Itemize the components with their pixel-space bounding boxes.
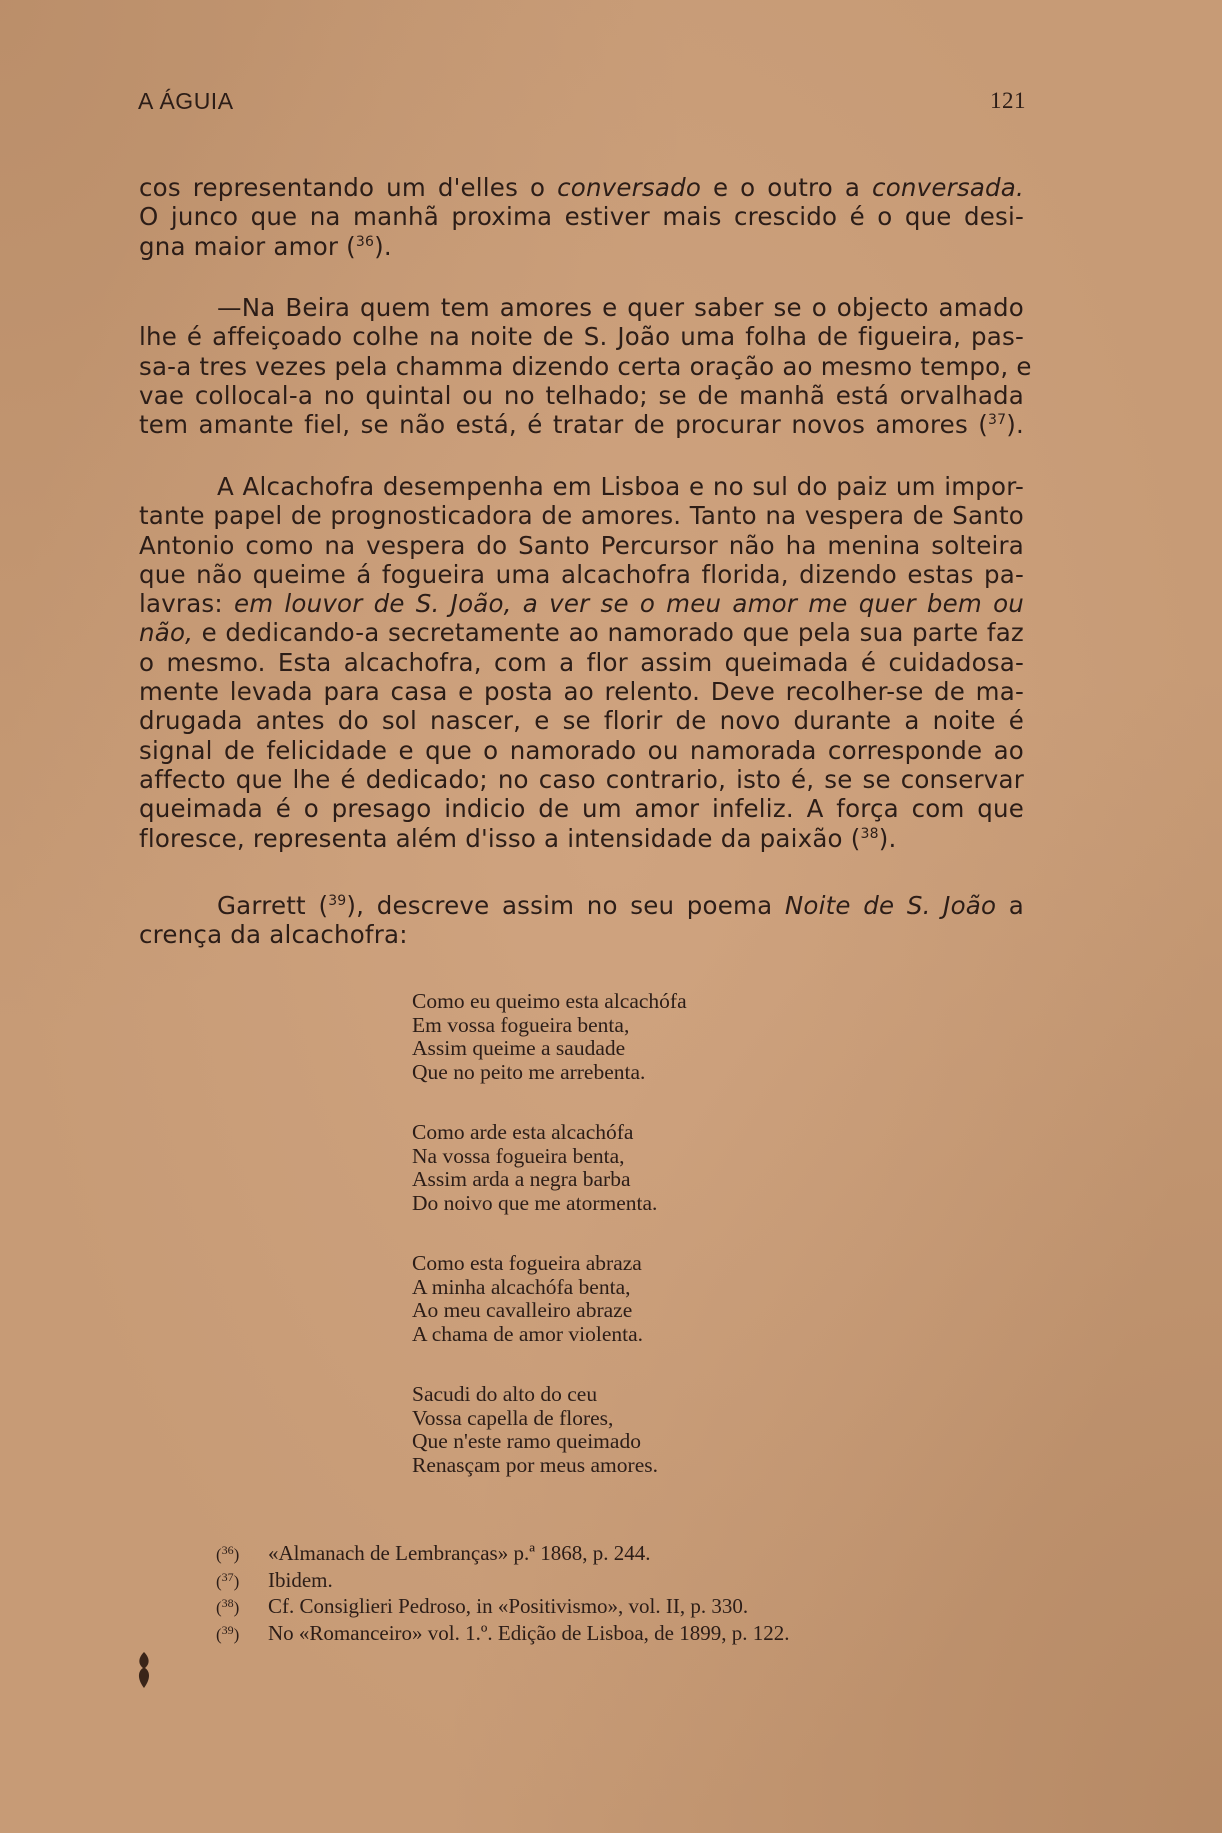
paragraph-4 — [139, 891, 1024, 950]
footnote-ref: 37 — [988, 412, 1007, 429]
footnote-36: ($^{36}$) «Almanach de Lembranças» p.ª 1868, p. 244. — [216, 1541, 651, 1565]
poem-stanza-2 — [412, 1121, 657, 1216]
paragraph-2 — [139, 293, 1032, 440]
text-line: affecto que lhe é dedicado; no caso contrario, isto é, se se conservar — [139, 764, 1024, 794]
printer-ornament-icon — [135, 1650, 153, 1690]
text-line: tante papel de prognosticadora de amores. Tanto na vespera de Santo — [139, 501, 1024, 531]
poem-line: Em vossa fogueira benta, — [412, 1012, 630, 1037]
poem-line: Que no peito me arrebenta. — [412, 1060, 646, 1085]
text-line: floresce, representa além d'isso a intensidade da paixão ($^{38}$). — [139, 823, 897, 853]
text-line: drugada antes do sol nascer, e se florir de novo durante a noite é — [139, 706, 1024, 736]
poem-line: Como esta fogueira abraza — [412, 1251, 642, 1275]
text-line: signal de felicidade e que o namorado ou namorada corresponde ao — [139, 735, 1024, 765]
poem-line: Como eu queimo esta alcachófa — [412, 989, 687, 1013]
poem-line: Assim queime a saudade — [412, 1036, 626, 1061]
footnote-ref: 39 — [328, 893, 347, 909]
text-line: não, e dedicando-a secretamente ao namorado que pela sua parte faz — [139, 618, 1024, 648]
journal-title: A ÁGUIA — [138, 88, 234, 114]
text-line: O junco que na manhã proxima estiver mais crescido é o que desi- — [139, 202, 1024, 232]
text-line: cos representando um d'elles o conversado e o outro a conversada. — [139, 173, 1024, 202]
poem-line: A minha alcachófa benta, — [412, 1274, 631, 1299]
poem-line: Como arde esta alcachófa — [412, 1120, 634, 1144]
text-line: vae collocal-a no quintal ou no telhado; se de manhã está orvalhada — [139, 380, 1024, 410]
text-line: gna maior amor ($^{36}$). — [139, 231, 392, 261]
text-line: crença da alcachofra: — [139, 920, 408, 950]
paragraph-3 — [139, 472, 1024, 853]
poem-line: Do noivo que me atormenta. — [412, 1191, 658, 1216]
text-line: que não queime á fogueira uma alcachofra florida, dizendo estas pa- — [139, 559, 1024, 589]
poem-line: Ao meu cavalleiro abraze — [412, 1298, 633, 1323]
text-line: queimada é o presago indicio de um amor infeliz. A força com que — [139, 794, 1024, 824]
footnotes — [216, 1541, 790, 1647]
text-line: lhe é affeiçoado colhe na noite de S. João uma folha de figueira, pas- — [139, 322, 1024, 352]
poem-line: Na vossa fogueira benta, — [412, 1143, 625, 1168]
poem-stanza-3 — [412, 1252, 643, 1347]
footnote-ref: 36 — [355, 233, 375, 250]
text-line: o mesmo. Esta alcachofra, com a flor assim queimada é cuidadosa- — [139, 647, 1024, 677]
text-line: sa-a tres vezes pela chamma dizendo certa oração ao mesmo tempo, e — [139, 351, 1032, 381]
footnote-ref: 38 — [860, 825, 879, 842]
footnote-37: ($^{37}$) Ibidem. — [216, 1567, 333, 1592]
poem-line: Que n'este ramo queimado — [412, 1429, 641, 1454]
poem-line: Sacudi do alto do ceu — [412, 1382, 598, 1406]
poem-stanza-1 — [412, 990, 687, 1085]
text-line: mente levada para casa e posta ao relento. Deve recolher-se de ma- — [139, 677, 1024, 707]
page-number: 121 — [990, 88, 1026, 113]
footnote-39: ($^{39}$) No «Romanceiro» vol. 1.º. Edição de Lisboa, de 1899, p. 122. — [216, 1620, 790, 1645]
poem-line: A chama de amor violenta. — [412, 1322, 644, 1347]
poem-line: Renasçam por meus amores. — [412, 1453, 658, 1478]
text-line: —Na Beira quem tem amores e quer saber se o objecto amado — [217, 293, 1024, 322]
text-line: Antonio como na vespera do Santo Percursor não ha menina solteira — [139, 530, 1024, 560]
text-line: Garrett ($^{39}$), descreve assim no seu poema Noite de S. João a — [217, 891, 1024, 920]
paragraph-1 — [139, 173, 1024, 261]
poem-line: Vossa capella de flores, — [412, 1405, 614, 1430]
text-line: A Alcachofra desempenha em Lisboa e no sul do paiz um impor- — [217, 472, 1024, 501]
poem-line: Assim arda a negra barba — [412, 1167, 631, 1192]
poem-stanza-4 — [412, 1383, 658, 1478]
text-line: lavras: em louvor de S. João, a ver se o meu amor me quer bem ou — [139, 589, 1024, 619]
footnote-38: ($^{38}$) Cf. Consiglieri Pedroso, in «Positivismo», vol. II, p. 330. — [216, 1594, 749, 1618]
text-line: tem amante fiel, se não está, é tratar de procurar novos amores ($^{37}$). — [139, 410, 1024, 440]
